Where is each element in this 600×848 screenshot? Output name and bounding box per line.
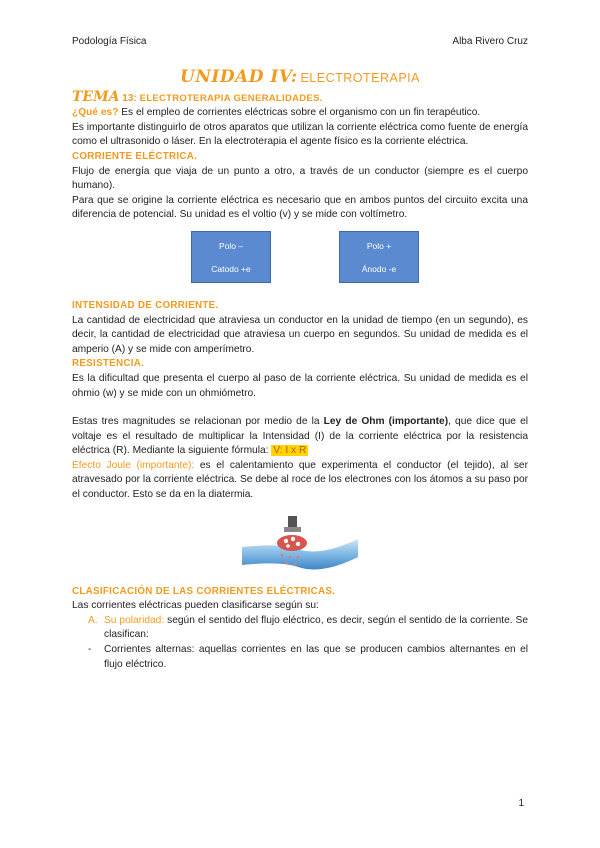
joule-text: es el calentamiento que experimenta el conductor (el tejido), al ser atravesado por la corriente eléctrica. Se debe al roce de los electrones con los átomos a su paso por el conductor. Esto se da en la diatermia. [72,459,528,501]
ohm-paragraph [72,415,528,459]
heat-dot [289,555,292,558]
electron [284,538,288,542]
heat-dot [294,562,297,565]
ohm-pre: Estas tres magnitudes se relacionan por medio de la [72,416,324,428]
unit-topic: ELECTROTERAPIA [300,71,420,85]
polarity-boxes [72,231,528,289]
tema-heading [72,90,528,107]
header-left: Podología Física [72,36,147,47]
polaridad-label: Su polaridad: [104,614,165,626]
page-content [72,67,528,672]
intro-paragraph-2: Es importante distinguirlo de otros aparatos que utilizan la corriente eléctrica como fuente de energía como el ultrasonido o láser. En la electroterapia el agente físico es la corriente eléctrica. [72,121,528,148]
section-heading-intensidad: INTENSIDAD DE CORRIENTE. [72,299,219,311]
joule-diagram [240,513,360,579]
alternas-text: Corrientes alternas: aquellas corrientes en las que se producen cambios alternantes en el flujo eléctrico. [104,644,528,670]
intensidad-paragraph: La cantidad de electricidad que atraviesa un conductor en la unidad de tiempo (en un segundo), es decir, la cantidad de electricidad que atraviesa un cuerpo en segundos. Su unidad de medida es el amperio (A) y se mide con amperímetro. [72,314,528,355]
classification-list [72,614,528,643]
anode-line-1: Polo + [366,240,392,251]
ohm-law-bold: Ley de Ohm (importante) [323,416,449,428]
electron [296,541,300,545]
unit-label: UNIDAD IV: [180,67,298,87]
cathode-line-2: Catodo +e [211,263,251,274]
clasificacion-intro: Las corrientes eléctricas pueden clasificarse según su: [72,600,319,612]
cathode-line-1: Polo – [218,240,244,251]
cathode-box [191,231,271,283]
header-right: Alba Rivero Cruz [452,36,528,47]
resistencia-paragraph: Es la dificultad que presenta el cuerpo al paso de la corriente eléctrica. Su unidad de medida es el ohmio (w) y se mide con un ohmiómetro. [72,372,528,399]
intro-question: ¿Qué es? [72,107,119,119]
joule-illustration [72,513,528,579]
ohm-post: , que dice que el voltaje es el resultado de multiplicar la Intensidad (I) de la corriente eléctrica por la resistencia eléctrica (R). Mediante la siguiente fórmula: [72,416,528,457]
intro-answer: Es el empleo de corrientes eléctricas sobre el organismo con un fin terapéutico. [118,107,481,119]
section-heading-resistencia: RESISTENCIA. [72,358,145,370]
section-heading-clasificacion: CLASIFICACIÓN DE LAS CORRIENTES ELÉCTRICAS. [72,585,336,597]
joule-label: Efecto Joule (importante): [72,459,195,471]
dash-marker: - [88,644,92,656]
polaridad-text: según el sentido del flujo eléctrico, es decir, según el sentido de la corriente. Se clasifican: [104,614,528,641]
tema-label: TEMA [72,88,120,105]
unit-title [72,67,528,88]
intro-paragraph [72,106,528,121]
alternas-list [72,643,528,672]
ohm-formula: V: I x R [273,445,307,457]
heat-dot [285,561,288,564]
corriente-paragraph-2: Para que se origine la corriente eléctrica es necesario que en ambos puntos del circuito excita una diferencia de potencial. Su unidad es el voltio (v) y se mide con voltímetro. [72,194,528,221]
tema-title: ELECTROTERAPIA GENERALIDADES. [139,92,323,104]
heat-dot [297,555,300,558]
joule-paragraph [72,459,528,503]
electron [291,536,295,540]
tema-number: 13: [122,92,137,104]
list-marker: A. [88,614,98,626]
electron [286,544,290,548]
electrode-base [284,527,301,532]
heat-dot [281,553,284,556]
page-number: 1 [518,798,524,809]
anode-box [339,231,419,283]
list-item [88,643,528,672]
section-heading-corriente: CORRIENTE ELÉCTRICA. [72,150,198,162]
list-item [88,614,528,643]
anode-line-2: Ánodo -e [361,263,397,274]
corriente-paragraph-1: Flujo de energía que viaja de un punto a otro, a través de un conductor (siempre es el cuerpo humano). [72,165,528,192]
